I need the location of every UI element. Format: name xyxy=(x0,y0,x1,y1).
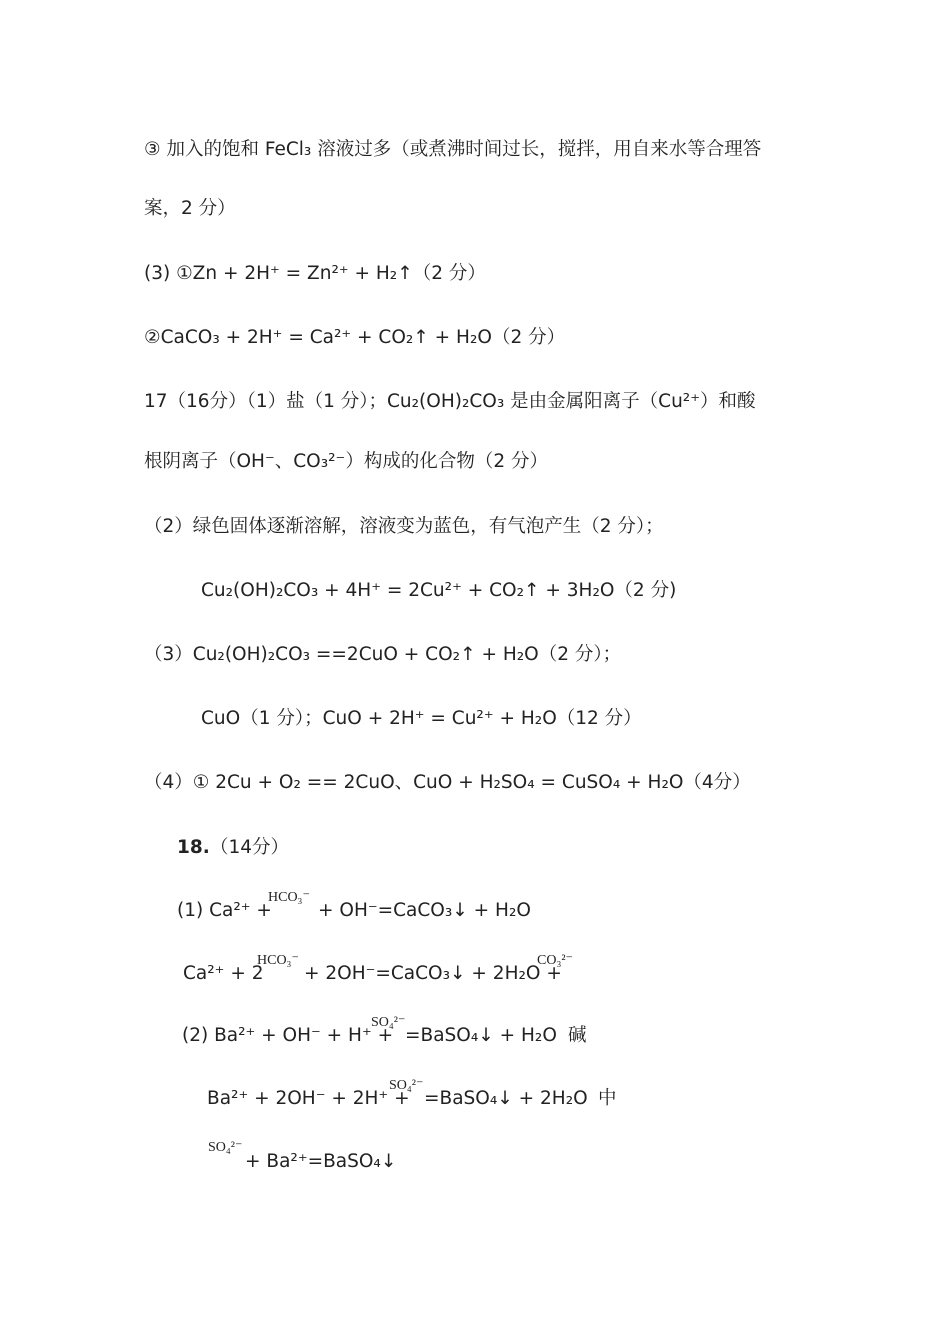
eq4-left: Ba²⁺ + 2OH⁻ + 2H⁺ + xyxy=(207,1088,410,1109)
eq5-ion: SO₄²⁻ xyxy=(208,1140,243,1155)
text-line-6: 根阴离子（OH⁻、CO₃²⁻）构成的化合物（2 分） xyxy=(144,451,548,472)
eq2-ion: HCO₃⁻ xyxy=(257,953,299,968)
text-line-2: 案，2 分） xyxy=(144,198,236,219)
eq1-ion: HCO₃⁻ xyxy=(268,890,310,905)
eq4-label: 中 xyxy=(598,1088,617,1109)
q18-score: （14分） xyxy=(210,837,290,858)
eq1-right: + OH⁻=CaCO₃↓ + H₂O xyxy=(318,900,531,921)
eq4-ion: SO₄²⁻ xyxy=(389,1078,424,1093)
eq3-right: =BaSO₄↓ + H₂O xyxy=(405,1025,557,1046)
eq5-right: + Ba²⁺=BaSO₄↓ xyxy=(245,1151,397,1172)
eq2-right: + 2OH⁻=CaCO₃↓ + 2H₂O + xyxy=(304,963,562,984)
text-line-5: 17（16分）（1）盐（1 分）；Cu₂(OH)₂CO₃ 是由金属阳离子（Cu²⁺）和酸 xyxy=(144,391,756,412)
eq3-left: (2) Ba²⁺ + OH⁻ + H⁺ + xyxy=(182,1025,394,1046)
text-line-8: Cu₂(OH)₂CO₃ + 4H⁺ = 2Cu²⁺ + CO₂↑ + 3H₂O（2 分) xyxy=(201,580,677,601)
text-line-3: (3) ①Zn + 2H⁺ = Zn²⁺ + H₂↑（2 分） xyxy=(144,263,486,284)
text-line-11: （4）① 2Cu + O₂ == 2CuO、CuO + H₂SO₄ = CuSO₄ + H₂O（4分） xyxy=(144,772,751,793)
eq4-right: =BaSO₄↓ + 2H₂O xyxy=(424,1088,588,1109)
text-line-9: （3）Cu₂(OH)₂CO₃ ==2CuO + CO₂↑ + H₂O（2 分）； xyxy=(144,644,622,665)
eq3-label: 碱 xyxy=(568,1025,587,1046)
text-line-7: （2）绿色固体逐渐溶解，溶液变为蓝色，有气泡产生（2 分）； xyxy=(144,516,664,537)
text-line-4: ②CaCO₃ + 2H⁺ = Ca²⁺ + CO₂↑ + H₂O（2 分） xyxy=(144,327,566,348)
eq1-left: (1) Ca²⁺ + xyxy=(177,900,272,921)
eq3-ion: SO₄²⁻ xyxy=(371,1015,406,1030)
text-line-10: CuO（1 分）；CuO + 2H⁺ = Cu²⁺ + H₂O（12 分） xyxy=(201,708,642,729)
text-line-1: ③ 加入的饱和 FeCl₃ 溶液过多（或煮沸时间过长，搅拌，用自来水等合理答 xyxy=(144,139,762,160)
eq2-ion2: CO₃²⁻ xyxy=(537,953,573,968)
eq2-left: Ca²⁺ + 2 xyxy=(183,963,264,984)
q18-number: 18. xyxy=(177,837,210,858)
